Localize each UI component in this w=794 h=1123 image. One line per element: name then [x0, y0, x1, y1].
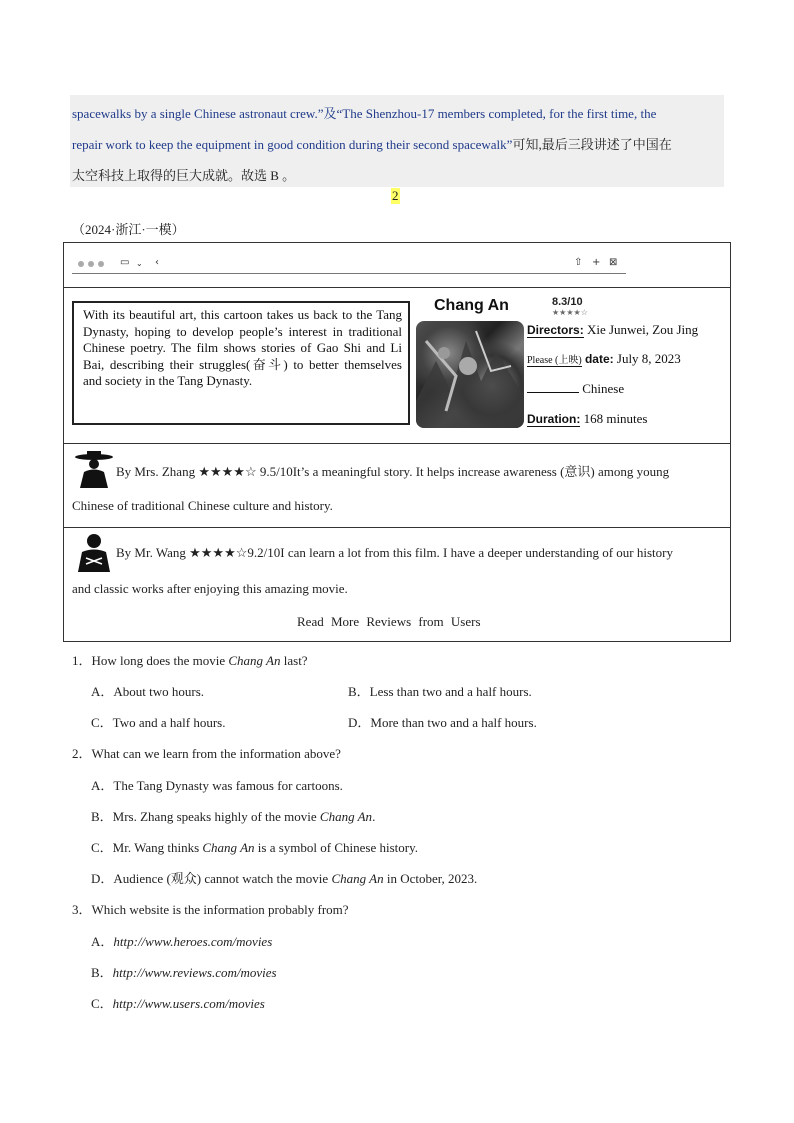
q2-option-c[interactable]: C．Mr. Wang thinks Chang An is a symbol of Chinese history.	[91, 840, 418, 855]
q2-option-b[interactable]: B．Mrs. Zhang speaks highly of the movie Chang An.	[91, 809, 376, 824]
question-2-number: 2．	[72, 746, 92, 761]
q2-option-d[interactable]: D．Audience (观众) cannot watch the movie Chang An in October, 2023.	[91, 871, 478, 886]
explanation-block	[70, 95, 724, 187]
q3-option-b[interactable]: B．http://www.reviews.com/movies	[91, 965, 277, 980]
movie-poster	[416, 321, 524, 428]
explanation-line-2-en: repair work to keep the equipment in good condition during their second spacewalk”	[72, 137, 513, 152]
share-icon[interactable]: ⇧	[574, 257, 583, 268]
window-dot-icon	[98, 261, 104, 267]
directors-label: Directors:	[527, 323, 584, 337]
window-dot-icon	[88, 261, 94, 267]
q3-option-a[interactable]: A．http://www.heroes.com/movies	[91, 934, 273, 949]
sidebar-icon[interactable]: ▭	[120, 257, 130, 268]
movie-rating: 8.3/10	[552, 296, 583, 308]
release-row	[527, 351, 681, 367]
review-wang-line-1: By Mr. Wang ★★★★☆9.2/10I can learn a lot from this film. I have a deeper understanding of our history	[116, 545, 674, 560]
question-2-stem	[72, 743, 341, 762]
release-date: July 8, 2023	[616, 351, 681, 366]
q1-option-c[interactable]: C．Two and a half hours.	[91, 715, 226, 730]
question-3-stem	[72, 899, 349, 918]
rating-stars-icon: ★★★★☆	[552, 308, 588, 317]
explanation-line-2	[72, 134, 672, 153]
q1-option-a[interactable]: A．About two hours.	[91, 684, 205, 699]
window-dot-icon	[78, 261, 84, 267]
browser-toolbar	[72, 256, 626, 274]
q1-option-b[interactable]: B．Less than two and a half hours.	[348, 684, 532, 699]
question-1-text-end: last?	[280, 653, 308, 668]
chevron-down-icon[interactable]: ⌄	[136, 259, 143, 268]
question-source: （2024·浙江·一模）	[72, 222, 185, 237]
divider	[64, 443, 730, 444]
explanation-line-3: 太空科技上取得的巨大成就。故选 B 。	[72, 168, 296, 183]
question-3-text: Which website is the information probably from?	[91, 902, 349, 917]
movie-intro: With its beautiful art, this cartoon takes us back to the Tang Dynasty, hoping to develop people’s interest in traditional Chinese poetry. The film shows stories of Gao Shi and Li Bai, describing their struggles(奋斗) to better themselves and society in the Tang Dynasty.	[72, 301, 410, 425]
divider	[64, 287, 730, 288]
question-3-number: 3．	[72, 902, 92, 917]
mrs-zhang-avatar-icon	[74, 448, 114, 488]
question-1-text: How long does the movie	[91, 653, 229, 668]
directors-row	[527, 322, 698, 338]
duration-row	[527, 411, 648, 427]
mr-wang-avatar-icon	[74, 532, 114, 572]
review-wang-line-2: and classic works after enjoying this amazing movie.	[72, 581, 348, 596]
review-zhang-line-2: Chinese of traditional Chinese culture and history.	[72, 498, 333, 513]
release-label: date:	[584, 352, 614, 366]
question-number: 2	[392, 188, 399, 203]
question-1-movie-title: Chang An	[228, 653, 281, 668]
duration-value: 168 minutes	[583, 411, 648, 426]
duration-label: Duration:	[527, 412, 581, 426]
directors-value: Xie Junwei, Zou Jing	[586, 322, 699, 337]
q3-option-c[interactable]: C．http://www.users.com/movies	[91, 996, 265, 1011]
language-row	[527, 381, 624, 397]
language-value: Chinese	[582, 381, 625, 396]
review-zhang-line-1: By Mrs. Zhang ★★★★☆ 9.5/10It’s a meaningful story. It helps increase awareness (意识) among young	[116, 464, 670, 479]
q2-option-a[interactable]: A．The Tang Dynasty was famous for cartoons.	[91, 778, 343, 793]
movie-title: Chang An	[434, 297, 509, 314]
question-1-stem	[72, 650, 308, 669]
language-blank	[527, 392, 579, 393]
question-1-number: 1．	[72, 653, 92, 668]
release-label-small: Please (上映)	[527, 355, 582, 366]
poster-art	[416, 321, 524, 428]
question-2-text: What can we learn from the information above?	[91, 746, 341, 761]
divider	[64, 527, 730, 528]
explanation-line-1: spacewalks by a single Chinese astronaut crew.”及“The Shenzhou-17 members completed, for the first time, the	[72, 106, 657, 121]
explanation-line-2-cn: 可知,最后三段讲述了中国在	[512, 137, 672, 152]
back-icon[interactable]: ‹	[155, 257, 159, 268]
tabs-overview-icon[interactable]: ⊠	[609, 257, 618, 268]
read-more-link[interactable]: Read More Reviews from Users	[297, 614, 481, 629]
new-tab-icon[interactable]: +	[592, 257, 601, 268]
movie-card	[72, 292, 722, 432]
q1-option-d[interactable]: D．More than two and a half hours.	[348, 715, 537, 730]
